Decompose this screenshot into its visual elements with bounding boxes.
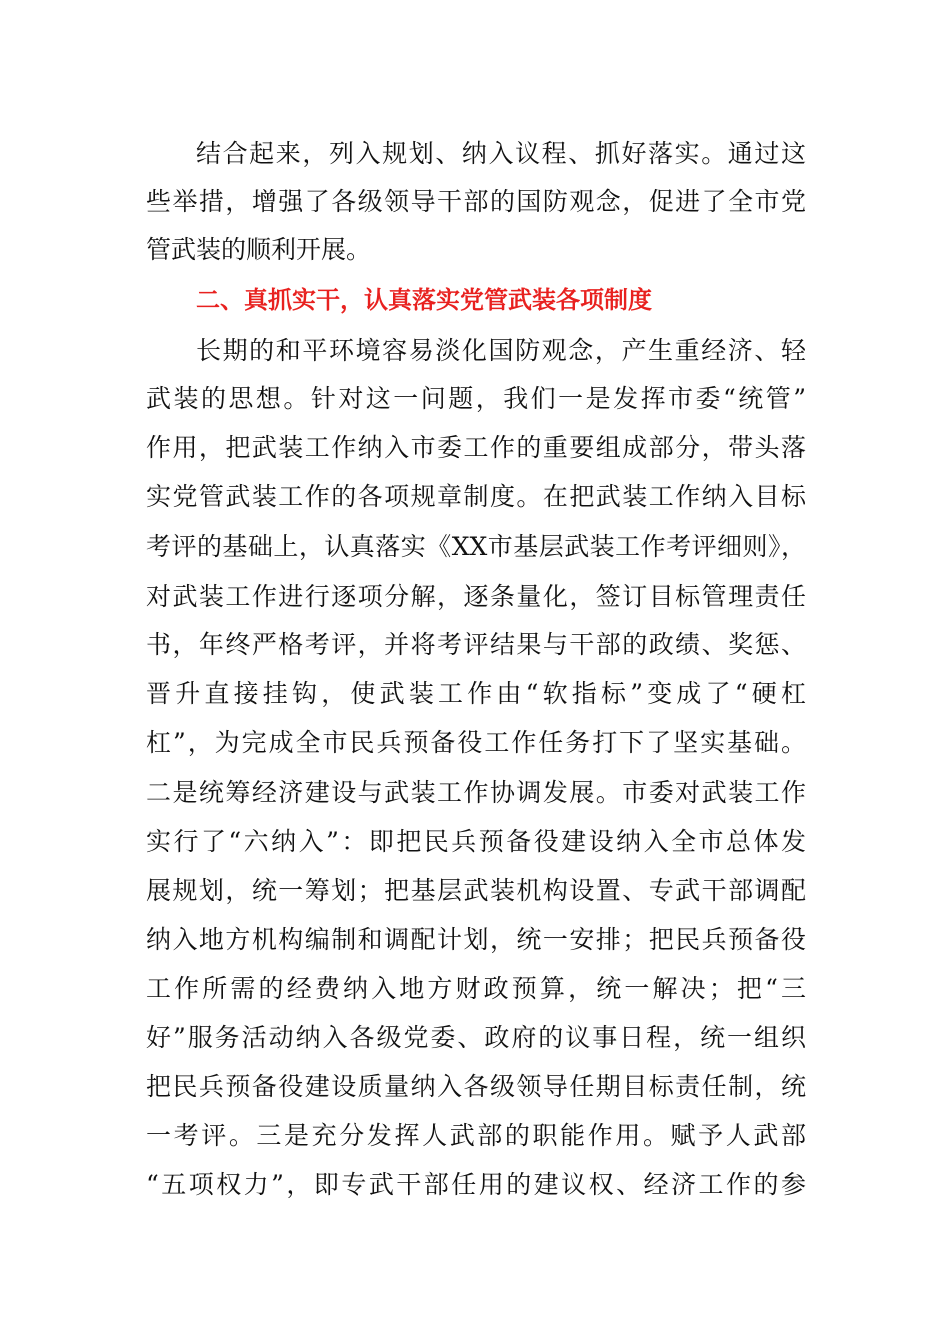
paragraph-line: 些举措，增强了各级领导干部的国防观念，促进了全市党 <box>146 187 806 216</box>
paragraph-line: 杠”，为完成全市民兵预备役工作任务打下了坚实基础。 <box>146 728 806 757</box>
paragraph-line: 晋升直接挂钩，使武装工作由“软指标”变成了“硬杠 <box>146 679 806 708</box>
paragraph-line: 结合起来，列入规划、纳入议程、抓好落实。通过这 <box>196 139 806 168</box>
paragraph-line: 纳入地方机构编制和调配计划，统一安排；把民兵预备役 <box>146 925 806 954</box>
paragraph-line: 二是统筹经济建设与武装工作协调发展。市委对武装工作 <box>146 778 806 807</box>
paragraph-line: 管武装的顺利开展。 <box>146 235 372 264</box>
paragraph-line: 作用，把武装工作纳入市委工作的重要组成部分，带头落 <box>146 433 806 462</box>
paragraph-line: 对武装工作进行逐项分解，逐条量化，签订目标管理责任 <box>146 582 806 611</box>
paragraph-line: 实行了“六纳入”：即把民兵预备役建设纳入全市总体发 <box>146 827 806 856</box>
paragraph-line: 好”服务活动纳入各级党委、政府的议事日程，统一组织 <box>146 1023 806 1052</box>
paragraph-line: 武装的思想。针对这一问题，我们一是发挥市委“统管” <box>146 384 806 413</box>
paragraph-line: 书，年终严格考评，并将考评结果与干部的政绩、奖惩、 <box>146 630 806 659</box>
paragraph-line: 实党管武装工作的各项规章制度。在把武装工作纳入目标 <box>146 482 806 511</box>
paragraph-line: 长期的和平环境容易淡化国防观念，产生重经济、轻 <box>196 336 806 365</box>
paragraph-line: 把民兵预备役建设质量纳入各级领导任期目标责任制，统 <box>146 1072 806 1101</box>
paragraph-line: 一考评。三是充分发挥人武部的职能作用。赋予人武部 <box>146 1121 806 1150</box>
section-heading: 二、真抓实干，认真落实党管武装各项制度 <box>196 286 652 314</box>
paragraph-line: 工作所需的经费纳入地方财政预算，统一解决；把“三 <box>146 974 806 1003</box>
paragraph-line: “五项权力”，即专武干部任用的建议权、经济工作的参 <box>146 1170 806 1199</box>
paragraph-line: 展规划，统一筹划；把基层武装机构设置、专武干部调配 <box>146 876 806 905</box>
paragraph-line: 考评的基础上，认真落实《XX市基层武装工作考评细则》， <box>146 532 806 561</box>
